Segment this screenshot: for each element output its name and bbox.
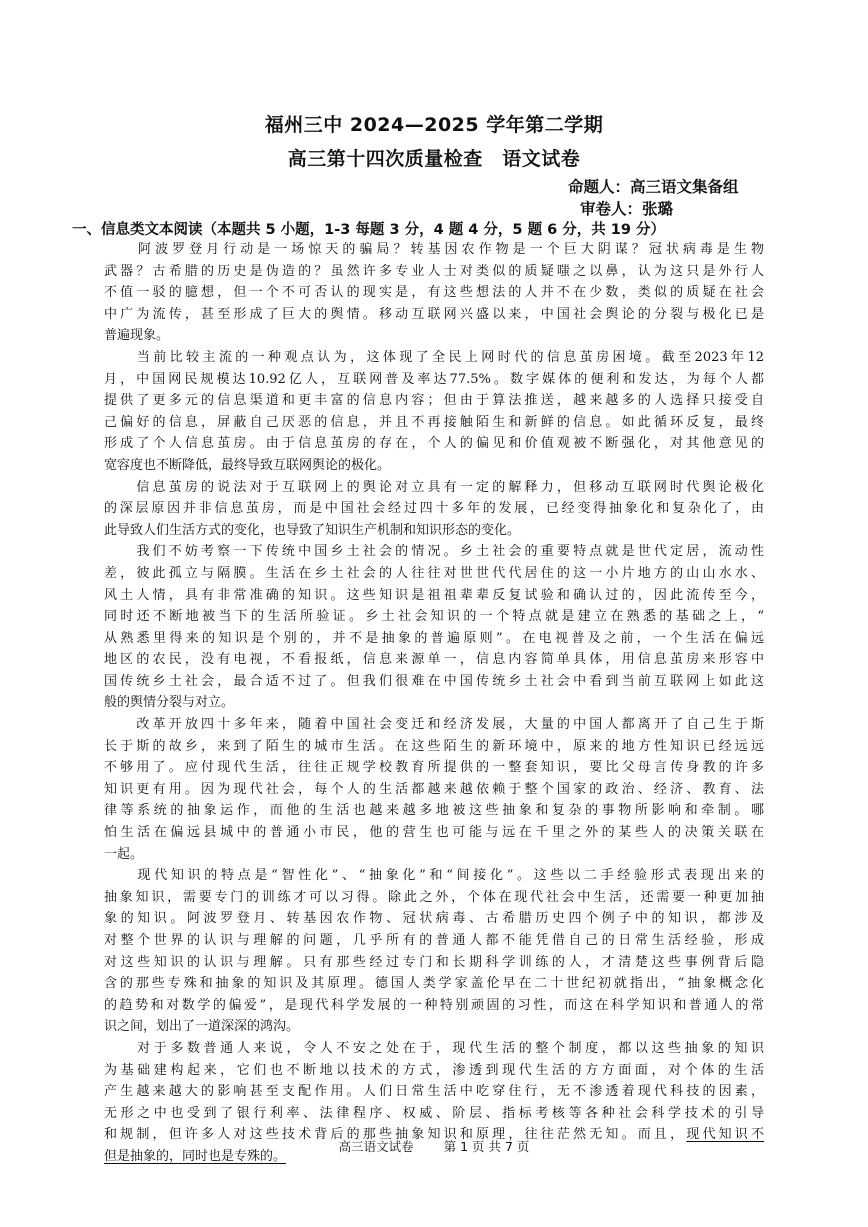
passage-line-text: 对于多数普通人来说，令人不安之处在于，现代生活的整个制度，都以这些抽象的知识 — [104, 1040, 764, 1056]
footer-page-info: 第 1 页 共 7 页 — [443, 1139, 530, 1154]
passage-line — [104, 261, 764, 283]
passage-line — [104, 1081, 764, 1103]
passage-line-text: 形成了个人信息茧房。由于信息茧房的存在，个人的偏见和价值观被不断强化，对其他意见的 — [104, 436, 764, 452]
passage-line — [104, 541, 764, 563]
footer-exam-name: 高三语文试卷 — [338, 1139, 414, 1154]
passage-line — [104, 952, 764, 974]
passage-line-text: 无形之中也受到了银行利率、法律程序、权威、阶层、指标考核等各种社会科学技术的引导 — [104, 1105, 764, 1121]
passage-line — [104, 995, 764, 1017]
passage-line — [104, 800, 764, 822]
passage-line-text: 怕生活在偏远县城中的普通小市民，他的营生也可能与远在千里之外的某些人的决策关联在 — [104, 825, 764, 841]
passage-line — [104, 369, 764, 391]
passage-line — [104, 455, 764, 477]
reviewer-line: 审卷人：张璐 — [580, 200, 674, 218]
passage-line — [104, 412, 764, 434]
exam-title: 福州三中 2024—2025 学年第二学期 — [264, 114, 604, 136]
passage-line-text: 我们不妨考察一下传统中国乡土社会的情况。乡土社会的重要特点就是世代定居，流动性 — [104, 544, 764, 560]
passage-line-text: 对整个世界的认识与理解的问题，几乎所有的普通人都不能凭借自己的日常生活经验，形成 — [104, 933, 764, 948]
passage-line-text: 长于斯的故乡，来到了陌生的城市生活。在这些陌生的新环境中，原来的地方性知识已经远远 — [104, 738, 764, 754]
passage-line — [104, 908, 764, 930]
passage-line-text: 抽象知识，需要专门的训练才可以习得。除此之外，个体在现代社会中生活，还需要一种更加抽 — [104, 889, 764, 905]
passage-line — [104, 1060, 764, 1082]
passage-line-text: 为基础建构起来，它们也不断地以技术的方式，渗透到现代生活的方方面面，对个体的生活 — [104, 1062, 764, 1078]
passage-line — [104, 563, 764, 585]
passage-line-text: 改革开放四十多年来，随着中国社会变迁和经济发展，大量的中国人都离开了自己生于斯 — [104, 717, 764, 733]
underlined-sentence-end: 但是抽象的，同时也是专殊的。 — [104, 1148, 287, 1164]
passage-line — [104, 606, 764, 628]
passage-line — [104, 887, 764, 909]
passage-line — [104, 844, 764, 866]
passage-line — [104, 282, 764, 304]
passage-line-text: 律等系统的抽象运作，而他的生活也越来越多地被这些抽象和复杂的事物所影响和牵制。哪 — [104, 803, 764, 819]
passage-line — [104, 520, 764, 542]
passage-line — [104, 822, 764, 844]
passage-line — [104, 477, 764, 499]
passage-line-text: 产生越来越大的影响甚至支配作用。人们日常生活中吃穿住行，无不渗透着现代科技的因素， — [104, 1084, 764, 1100]
passage-line-text: 差，彼此孤立与隔膜。生活在乡土社会的人往往对世世代代居住的这一小片地方的山山水水、 — [104, 565, 764, 581]
passage-line-text: 武器？古希腊的历史是伪造的？虽然许多专业人士对类似的质疑嗤之以鼻，认为这只是外行人 — [104, 263, 764, 279]
passage-line — [104, 1103, 764, 1125]
passage-line — [104, 736, 764, 758]
passage-line-text: 此导致人们生活方式的变化，也导致了知识生产机制和知识形态的变化。 — [104, 522, 521, 538]
passage-line-text: 象的知识。阿波罗登月、转基因农作物、冠状病毒、古希腊历史四个例子中的知识，都涉及 — [104, 911, 764, 927]
passage-line — [104, 1038, 764, 1060]
passage-line — [104, 649, 764, 671]
passage-line-text: 提供了更多元的信息渠道和更丰富的信息内容；但由于算法推送，越来越多的人选择只接受自 — [104, 393, 764, 409]
passage-line-text: 普遍现象。 — [104, 328, 170, 344]
passage-line-text: 信息茧房的说法对于互联网上的舆论对立具有一定的解释力，但移动互联网时代舆论极化 — [104, 479, 764, 495]
section-heading: 一、信息类文本阅读（本题共 5 小题，1-3 每题 3 分，4 题 4 分，5 题 6 分，共 19 分） — [72, 222, 666, 238]
passage-line — [104, 390, 764, 412]
passage-line-text: 和规制，但许多人对这些技术背后的那些抽象知识和原理，往往茫然无知。而且， — [104, 1127, 687, 1143]
passage-line-text: 中广为流传，甚至形成了巨大的舆情。移动互联网兴盛以来，中国社会舆论的分裂与极化已是 — [104, 306, 764, 322]
passage-line-text: 地区的农民，没有电视，不看报纸，信息来源单一，信息内容简单具体，用信息茧房来形容中 — [104, 652, 764, 668]
passage-line — [104, 239, 764, 261]
passage-line-text: 对这些知识的认识与理解。只有那些经过专门和长期科学训练的人，才清楚这些事例背后隐 — [104, 954, 764, 970]
passage-line — [104, 714, 764, 736]
passage-line-text: 含的那些专殊和抽象的知识及其原理。德国人类学家盖伦早在二十世纪初就指出，“抽象概念化 — [104, 976, 764, 992]
page-footer — [0, 1137, 868, 1155]
reading-passage — [104, 239, 764, 1168]
passage-line-text: 月，中国网民规模达10.92亿人，互联网普及率达77.5%。数字媒体的便利和发达，为每个人都 — [104, 371, 764, 387]
passage-line-text: 一起。 — [104, 846, 144, 862]
passage-line — [104, 433, 764, 455]
passage-line-text: 己偏好的信息，屏蔽自己厌恶的信息，并且不再接触陌生和新鲜的信息。如此循环反复，最终 — [104, 414, 764, 430]
passage-line — [104, 930, 764, 952]
passage-line-text: 同时还不断地被当下的生活所验证。乡土社会知识的一个特点就是建立在熟悉的基础之上，“ — [104, 609, 764, 625]
proposer-line: 命题人：高三语文集备组 — [568, 178, 739, 196]
passage-line-text: 国传统乡土社会，最合适不过了。但我们很难在中国传统乡土社会中看到当前互联网上如此这 — [104, 673, 764, 689]
passage-line-text: 知识更有用。因为现代社会，每个人的生活都越来越依赖于整个国家的政治、经济、教育、法 — [104, 781, 764, 797]
passage-line — [104, 347, 764, 369]
passage-line — [104, 779, 764, 801]
underlined-sentence-start: 现代知识不 — [686, 1127, 764, 1143]
passage-line-text: 风土人情，具有非常准确的知识。这些知识是祖祖辈辈反复试验和确认过的，因此流传至今， — [104, 587, 764, 603]
passage-line — [104, 865, 764, 887]
passage-line — [104, 585, 764, 607]
passage-line-text: 阿波罗登月行动是一场惊天的骗局？转基因农作物是一个巨大阴谋？冠状病毒是生物 — [104, 242, 764, 257]
passage-line — [104, 498, 764, 520]
passage-line — [104, 973, 764, 995]
passage-line — [104, 1016, 764, 1038]
passage-line-text: 般的舆情分裂与对立。 — [104, 695, 235, 711]
passage-line-text: 现代知识的特点是“智性化”、“抽象化”和“间接化”。这些以二手经验形式表现出来的 — [104, 868, 764, 884]
passage-line-text: 的趋势和对数学的偏爱”，是现代科学发展的一种特别顽固的习性，而这在科学知识和普通人的常 — [104, 997, 764, 1013]
passage-line — [104, 671, 764, 693]
passage-line-text: 识之间，划出了一道深深的鸿沟。 — [104, 1019, 300, 1035]
exam-subtitle: 高三第十四次质量检查 语文试卷 — [287, 148, 581, 170]
passage-line-text: 从熟悉里得来的知识是个别的，并不是抽象的普遍原则”。在电视普及之前，一个生活在偏远 — [104, 630, 764, 646]
passage-line-text: 的深层原因并非信息茧房，而是中国社会经过四十多年的发展，已经变得抽象化和复杂化了，由 — [104, 501, 764, 517]
passage-line-text: 不值一驳的臆想，但一个不可否认的现实是，有这些想法的人并不在少数，类似的质疑在社会 — [104, 285, 764, 301]
passage-line — [104, 304, 764, 326]
passage-line — [104, 325, 764, 347]
passage-line — [104, 628, 764, 650]
passage-line-text: 不够用了。应付现代生活，往往正规学校教育所提供的一整套知识，要比父母言传身教的许多 — [104, 760, 764, 776]
passage-line-text: 宽容度也不断降低，最终导致互联网舆论的极化。 — [104, 457, 391, 473]
passage-line — [104, 757, 764, 779]
passage-line — [104, 692, 764, 714]
passage-line-text: 当前比较主流的一种观点认为，这体现了全民上网时代的信息茧房困境。截至2023年12 — [104, 349, 764, 365]
